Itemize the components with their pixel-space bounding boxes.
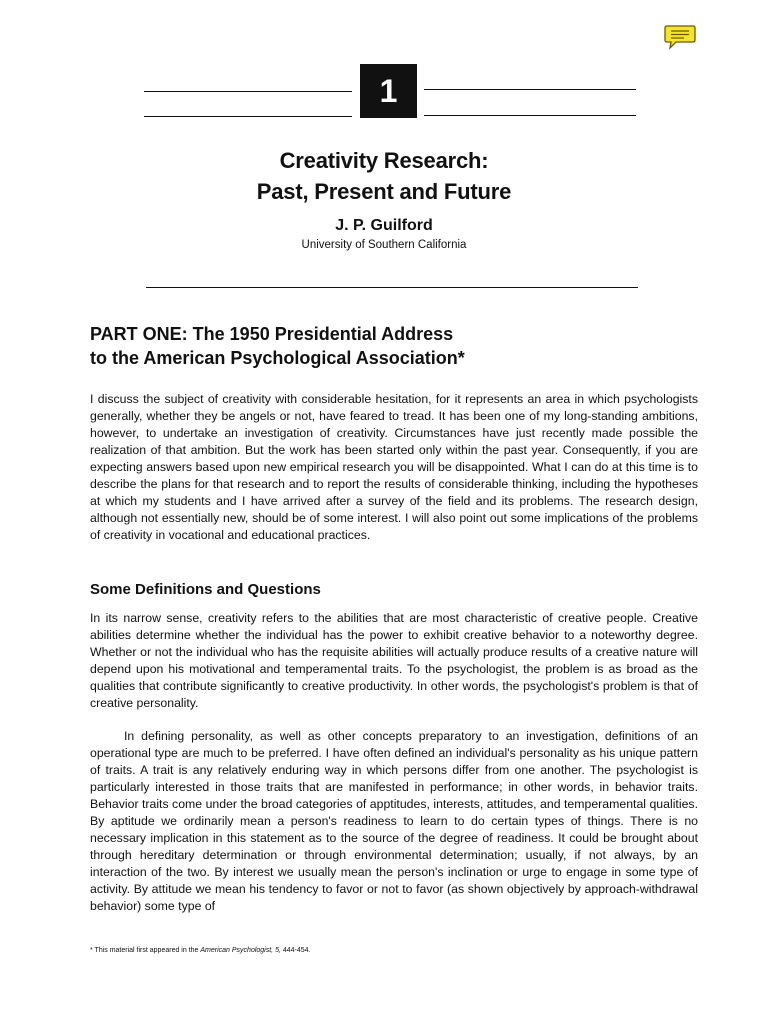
header-rule-top-right <box>424 89 636 90</box>
chapter-number-box <box>360 64 417 118</box>
chapter-title <box>0 145 768 207</box>
part-heading-line2: to the American Psychological Association* <box>90 348 465 368</box>
footnote <box>90 947 311 954</box>
body-paragraph-3: In defining personality, as well as other concepts preparatory to an investigation, definitions of an operational type are much to be preferred. I have often defined an individual's personality as his unique pattern of traits. A trait is any relatively enduring way in which persons differ from one another. The psychologist is particularly interested in those traits that are manifested in performance; in other words, in behavior traits. Behavior traits come under the broad categories of apptitudes, interests, attitudes, and temperamental qualities. By aptitude we ordinarily mean a person's readiness to learn to do certain types of things. There is no necessary implication in this statement as to the source of the degree of readiness. It could be brought about through hereditary determination or through environmental determination; usually, if not always, by an interaction of the two. By interest we usually mean the person's inclination or urge to engage in some type of activity. By attitude we mean his tendency to favor or not to favor (as shown objectively by approach-withdrawal behavior) some type of <box>90 729 698 913</box>
comment-note-icon[interactable] <box>664 24 696 50</box>
title-divider-rule <box>146 287 638 288</box>
header-rule-top-left <box>144 91 352 92</box>
footnote-journal: American Psychologist, 5, <box>200 947 281 954</box>
part-heading-line1: PART ONE: The 1950 Presidential Address <box>90 324 454 344</box>
header-rule-bottom-left <box>144 116 352 117</box>
chapter-number: 1 <box>379 72 398 109</box>
body-paragraph-1: I discuss the subject of creativity with considerable hesitation, for it represents an area in which psychologists generally, whether they be angels or not, have feared to tread. It has been one of my long-standing ambitions, however, to undertake an investigation of creativity. Circumstances have just recently made possible the realization of that ambition. But the work has been started only within the past year. Consequently, if you are expecting answers based upon new empirical research you will be disappointed. What I can do at this time is to describe the plans for that research and to report the results of considerable thinking, including the hypotheses at which my students and I have arrived after a survey of the field and its problems. The research design, although not essentially new, should be of some interest. I will also point out some implications of the problems of creativity in vocational and educational practices. <box>90 392 698 542</box>
footnote-suffix: 444-454. <box>280 947 311 954</box>
chapter-title-line1: Creativity Research: <box>279 148 489 173</box>
part-heading <box>90 322 650 370</box>
section-heading: Some Definitions and Questions <box>90 581 321 598</box>
header-rule-bottom-right <box>424 115 636 116</box>
body-paragraph-2: In its narrow sense, creativity refers to the abilities that are most characteristic of creative people. Creative abilities determine whether the individual has the power to exhibit creative behavior to a noteworthy degree. Whether or not the individual who has the requisite abilities will actually produce results of a creative nature will depend upon his motivational and temperamental traits. To the psychologist, the problem is as broad as the qualities that contribute significantly to creative productivity. In other words, the psychologist's problem is that of creative personality. <box>90 611 698 710</box>
author-affiliation: University of Southern California <box>301 239 467 251</box>
chapter-title-line2: Past, Present and Future <box>256 179 512 204</box>
author-name: J. P. Guilford <box>335 217 433 234</box>
footnote-prefix: * This material first appeared in the <box>90 947 201 954</box>
